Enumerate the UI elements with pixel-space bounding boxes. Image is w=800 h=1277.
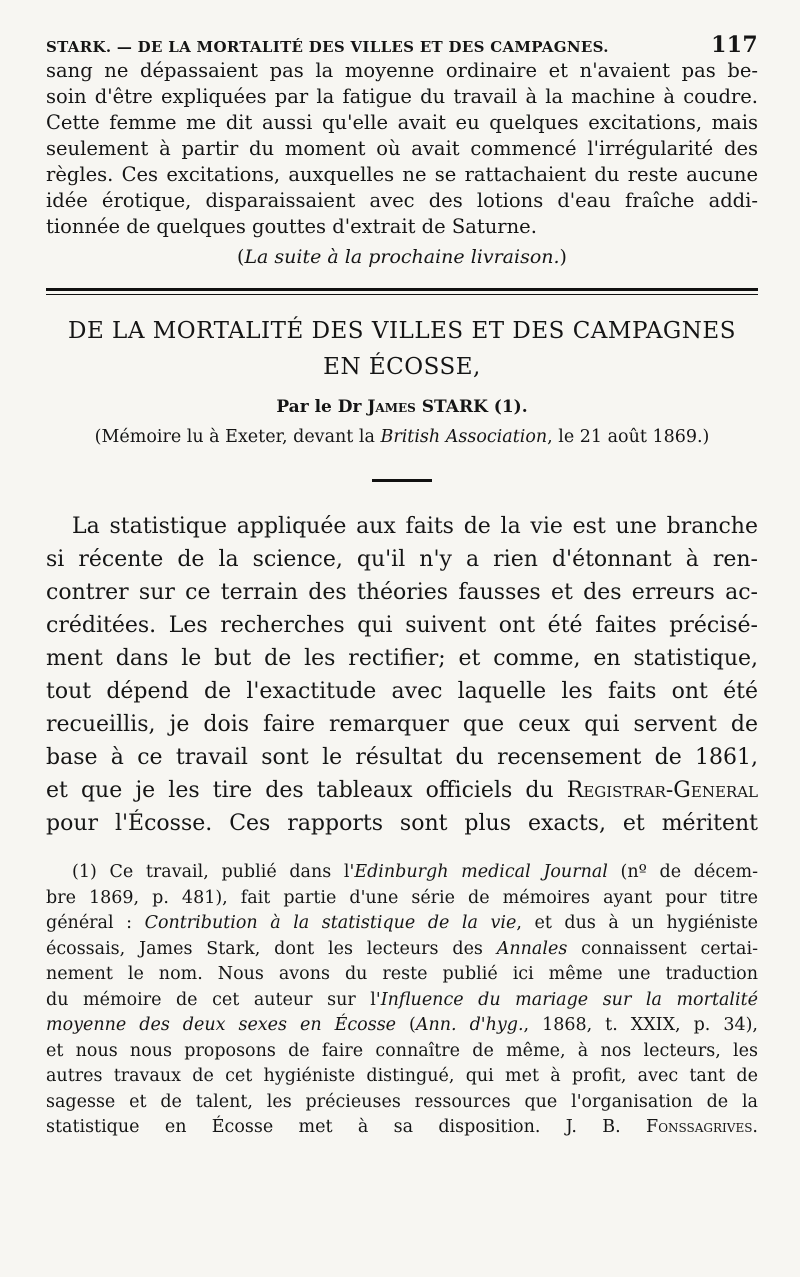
footnote-marker: (1).: [493, 397, 528, 417]
article-body: [46, 510, 758, 840]
text-line: recueillis, je dois faire remarquer que ceux qui servent de: [46, 712, 758, 737]
text-line: seulement à partir du moment où avait commencé l'irrégularité des: [46, 137, 758, 160]
author-prefix: Par le Dr: [276, 397, 362, 417]
short-divider: [372, 479, 432, 482]
footnote-line: (1) Ce travail, publié dans l'Edinburgh medical Journal (nº de décem-: [72, 862, 758, 882]
footnote-line: bre 1869, p. 481), fait partie d'une série de mémoires ayant pour titre: [46, 887, 758, 908]
section-divider: [46, 288, 758, 295]
footnote-line: statistique en Écosse met à sa disposition. J. B. Fonssagrives.: [46, 1117, 758, 1137]
text-line: règles. Ces excitations, auxquelles ne se rattachaient du reste aucune: [46, 163, 758, 186]
text-line: pour l'Écosse. Ces rapports sont plus exacts, et méritent: [46, 811, 758, 836]
text-line: contrer sur ce terrain des théories fausses et des erreurs ac-: [46, 580, 758, 605]
article-subtitle: (Mémoire lu à Exeter, devant la British Association, le 21 août 1869.): [94, 427, 710, 447]
footnote-line: et nous nous proposons de faire connaître de même, à nos lecteurs, les: [46, 1040, 758, 1061]
footnote-line: nement le nom. Nous avons du reste publié ici même une traduction: [46, 964, 758, 984]
footnote-line: du mémoire de cet auteur sur l'Influence du mariage sur la mortalité: [46, 989, 758, 1010]
text-line: soin d'être expliquées par la fatigue du travail à la machine à coudre.: [46, 85, 758, 108]
text-line: tionnée de quelques gouttes d'extrait de Saturne.: [46, 215, 537, 238]
running-header: [46, 32, 758, 58]
footnote-line: sagesse et de talent, les précieuses ressources que l'organisation de la: [46, 1091, 758, 1112]
footnote-line: écossais, James Stark, dont les lecteurs des Annales connaissent certai-: [46, 938, 759, 959]
text-line: tout dépend de l'exactitude avec laquelle les faits ont été: [46, 679, 758, 704]
author-name: James STARK: [367, 397, 488, 417]
footnote-line: autres travaux de cet hygiéniste distingué, qui met à profit, avec tant de: [46, 1066, 758, 1086]
footnote-line: moyenne des deux sexes en Écosse (Ann. d'hyg., 1868, t. XXIX, p. 34),: [46, 1015, 758, 1035]
article-title: [46, 313, 758, 385]
text-line: sang ne dépassaient pas la moyenne ordinaire et n'avaient pas be-: [46, 59, 758, 82]
title-line-1: DE LA MORTALITÉ DES VILLES ET DES CAMPAGNES: [68, 318, 736, 344]
previous-article-ending: [46, 58, 758, 240]
footnote-line: général : Contribution à la statistique de la vie, et dus à un hygiéniste: [46, 913, 759, 933]
article-author: [46, 397, 758, 417]
continued-text: La suite à la prochaine livraison.: [244, 246, 560, 268]
text-line: si récente de la science, qu'il n'y a rien d'étonnant à ren-: [46, 547, 758, 572]
page-number: 117: [711, 32, 758, 58]
footnote-signature: J. B. Fonssagrives.: [565, 1117, 758, 1137]
running-title: STARK. — DE LA MORTALITÉ DES VILLES ET DES CAMPAGNES.: [46, 38, 609, 56]
text-line: et que je les tire des tableaux officiels du Registrar-General: [46, 778, 758, 803]
text-line: créditées. Les recherches qui suivent ont été faites précisé-: [46, 613, 758, 638]
text-line: base à ce travail sont le résultat du recensement de 1861,: [46, 745, 758, 770]
text-line: ment dans le but de les rectifier; et comme, en statistique,: [46, 646, 758, 671]
continued-note: (La suite à la prochaine livraison.): [237, 246, 567, 268]
text-line: Cette femme me dit aussi qu'elle avait eu quelques excitations, mais: [46, 111, 758, 134]
text-line: La statistique appliquée aux faits de la vie est une branche: [72, 514, 758, 539]
title-line-2: EN ÉCOSSE,: [323, 354, 481, 380]
footnote: [46, 860, 758, 1141]
text-line: idée érotique, disparaissaient avec des lotions d'eau fraîche addi-: [46, 189, 758, 212]
document-page: [46, 32, 758, 1262]
